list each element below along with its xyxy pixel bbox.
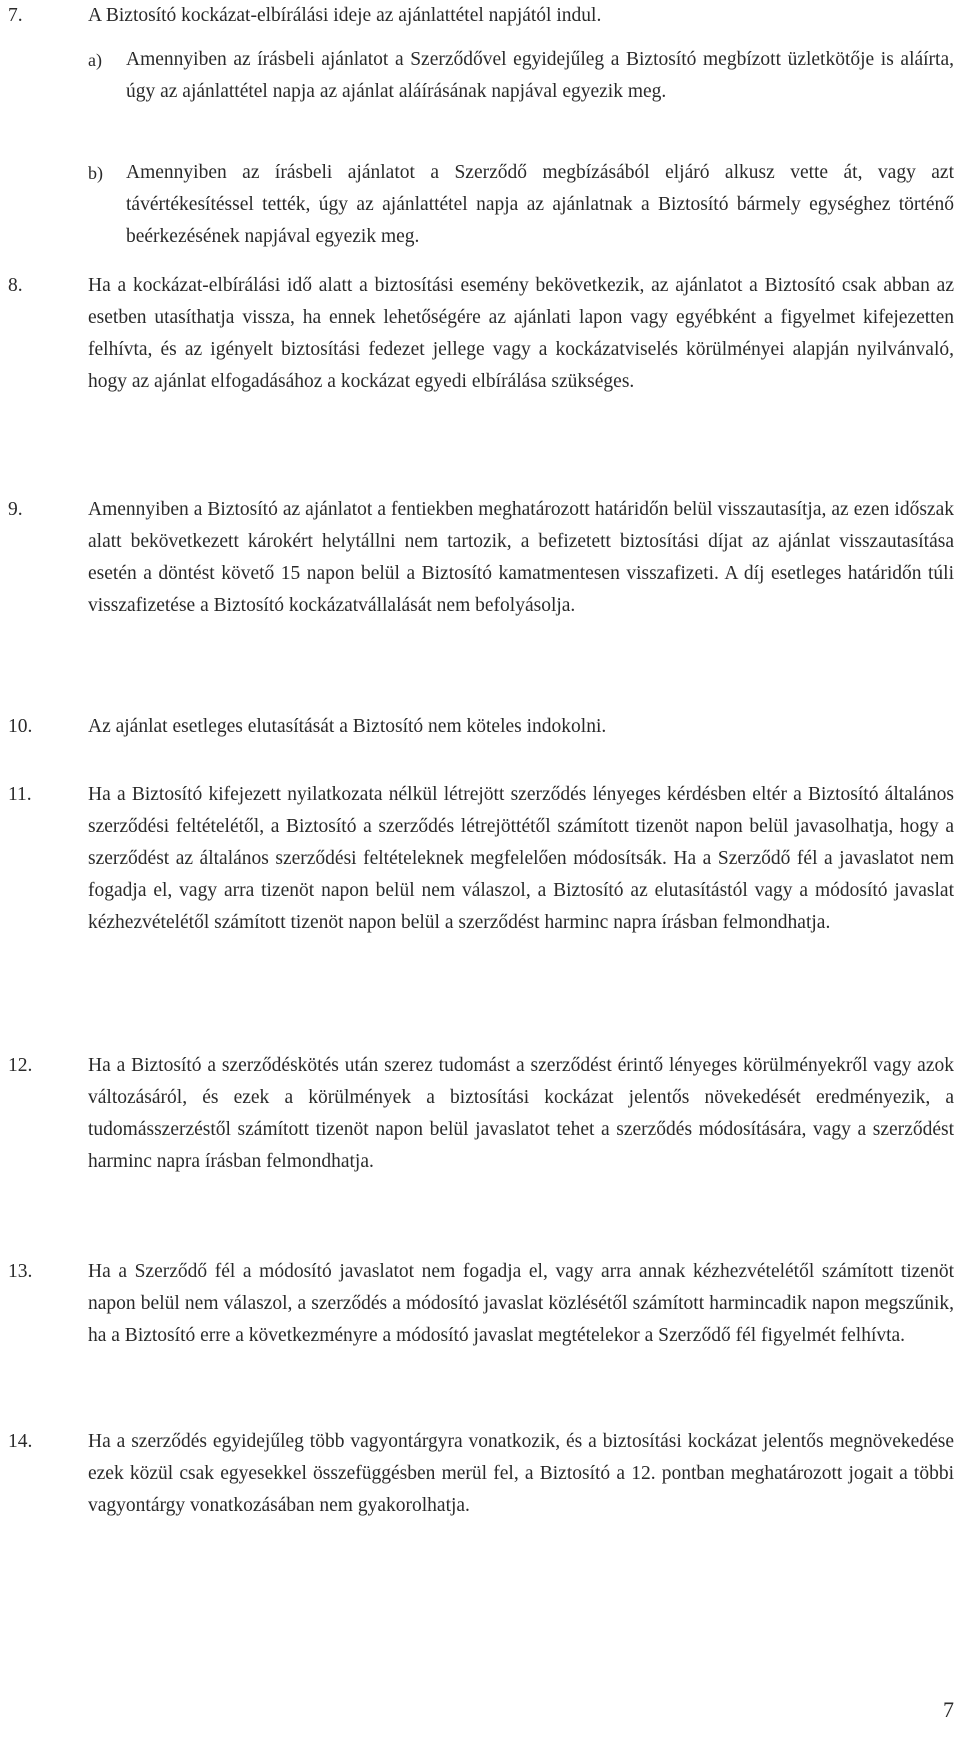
subitem-text: Amennyiben az írásbeli ajánlatot a Szerződővel egyidejűleg a Biztosító megbízott üzletkötője is aláírta, úgy az ajánlattétel napja az ajánlat aláírásának napjával egyezik meg. — [126, 49, 954, 102]
subitem-letter: b) — [88, 163, 103, 183]
item-text: Ha a Biztosító a szerződéskötés után szerez tudomást a szerződést érintő lényeges körülményekről vagy azok változásáról, és ezek a körülmények a biztosítási kockázat jelentős növekedését eredményezik, a tudomásszerzéstől számított tizenöt napon belül javaslatot tehet a szerződés módosítására, vagy a szerződést harminc napra írásban felmondhatja. — [88, 1055, 954, 1172]
item-text: Ha a Biztosító kifejezett nyilatkozata nélkül létrejött szerződés lényeges kérdésben eltér a Biztosító általános szerződési feltételétől, a Biztosító a szerződés létrejöttétől számított tizenöt napon belül javasolhatja, hogy a szerződést az általános szerződési feltételeknek megfelelően módosítsák. Ha a Szerződő fél a javaslatot nem fogadja el, vagy arra tizenöt napon belül nem válaszol, a Biztosító az elutasítástól vagy a módosító javaslat kézhezvételétől számított tizenöt napon belül a szerződést harminc napra írásban felmondhatja. — [88, 784, 954, 933]
list-item — [8, 779, 954, 939]
item-number: 7. — [8, 5, 23, 26]
item-text: Az ajánlat esetleges elutasítását a Biztosító nem köteles indokolni. — [88, 716, 607, 737]
list-item — [8, 1256, 954, 1352]
item-number: 14. — [8, 1431, 33, 1452]
subitem-text: Amennyiben az írásbeli ajánlatot a Szerződő megbízásából eljáró alkusz vette át, vagy azt távértékesítéssel tették, úgy az ajánlattétel napja az ajánlatnak a Biztosító bármely egységhez történő beérkezésének napjával egyezik meg. — [126, 162, 954, 247]
item-number: 12. — [8, 1055, 33, 1076]
item-number: 8. — [8, 275, 23, 296]
item-text: Ha a kockázat-elbírálási idő alatt a biztosítási esemény bekövetkezik, az ajánlatot a Biztosító csak abban az esetben utasíthatja vissza, ha ennek lehetőségére az ajánlati lapon vagy egyébként a figyelmet kifejezetten felhívta, és az igényelt biztosítási fedezet jellege vagy a kockázatviselés körülményei alapján nyilvánvaló, hogy az ajánlat elfogadásához a kockázat egyedi elbírálása szükséges. — [88, 275, 954, 392]
sub-list-item — [88, 44, 954, 108]
subitem-letter: a) — [88, 50, 102, 70]
item-number: 13. — [8, 1261, 33, 1282]
page-number: 7 — [943, 1697, 954, 1722]
list-item — [8, 711, 954, 743]
item-text: Ha a szerződés egyidejűleg több vagyontárgyra vonatkozik, és a biztosítási kockázat jelentős megnövekedése ezek közül csak egyesekkel összefüggésben merül fel, a Biztosító a 12. pontban meghatározott jogait a többi vagyontárgy vonatkozásában nem gyakorolhatja. — [88, 1431, 954, 1516]
list-item — [8, 1050, 954, 1178]
list-item — [8, 1426, 954, 1522]
item-number: 10. — [8, 716, 33, 737]
item-number: 9. — [8, 499, 23, 520]
item-text: A Biztosító kockázat-elbírálási ideje az ajánlattétel napjától indul. — [88, 5, 602, 26]
item-text: Amennyiben a Biztosító az ajánlatot a fentiekben meghatározott határidőn belül visszautasítja, az ezen időszak alatt bekövetkezett károkért helytállni nem tartozik, a befizetett biztosítási díjat az ajánlat visszautasítása esetén a döntést követő 15 napon belül a Biztosító kamatmentesen visszafizeti. A díj esetleges határidőn túli visszafizetése a Biztosító kockázatvállalását nem befolyásolja. — [88, 499, 954, 616]
list-item — [8, 270, 954, 398]
item-number: 11. — [8, 784, 32, 805]
sub-list-item — [88, 157, 954, 253]
item-text: Ha a Szerződő fél a módosító javaslatot nem fogadja el, vagy arra annak kézhezvételétől számított tizenöt napon belül nem válaszol, a szerződés a módosító javaslat közlésétől számított harmincadik napon megszűnik, ha a Biztosító erre a következményre a módosító javaslat megtételekor a Szerződő fél figyelmét felhívta. — [88, 1261, 954, 1346]
list-item — [8, 494, 954, 622]
list-item — [8, 0, 954, 32]
